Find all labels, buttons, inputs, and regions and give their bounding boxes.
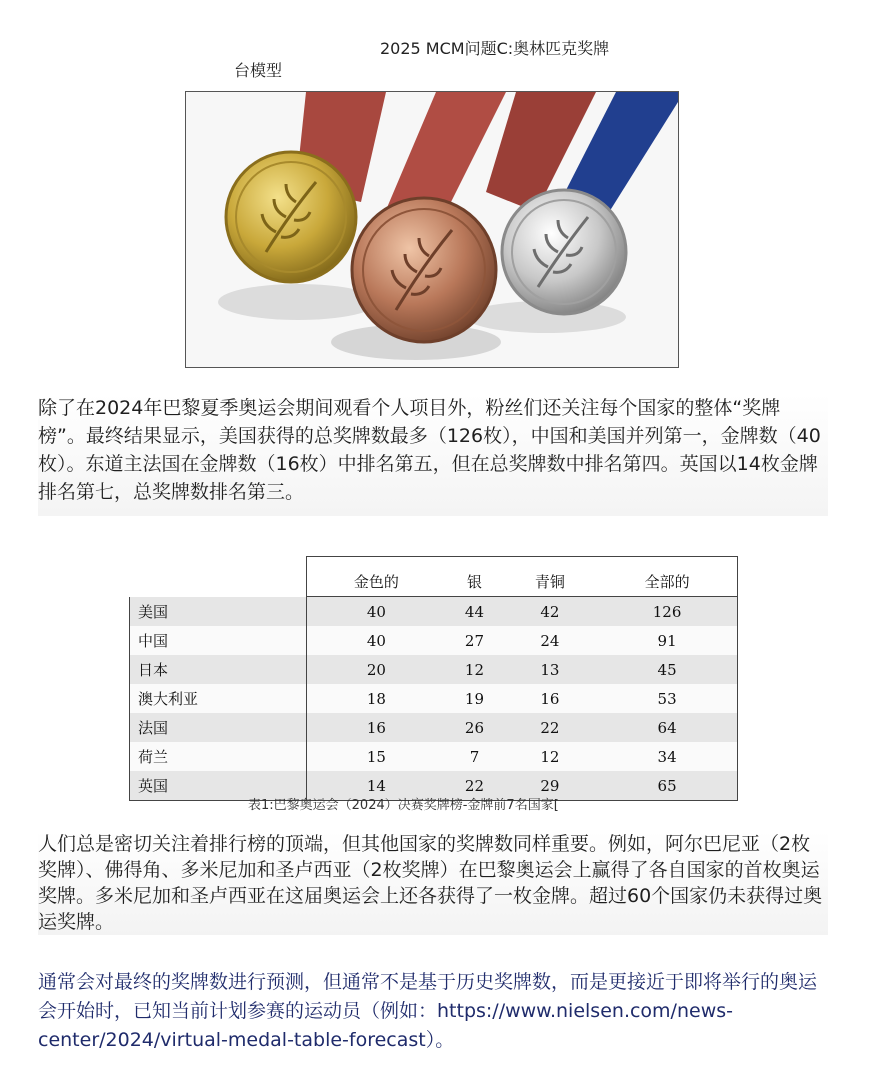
bronze-cell: 22	[503, 713, 598, 742]
silver-cell: 27	[446, 626, 502, 655]
country-cell: 美国	[130, 597, 307, 627]
total-cell: 65	[597, 771, 737, 801]
table-row	[130, 684, 738, 713]
bronze-cell: 29	[503, 771, 598, 801]
silver-cell: 22	[446, 771, 502, 801]
total-cell: 126	[597, 597, 737, 627]
silver-cell: 44	[446, 597, 502, 627]
bronze-cell: 42	[503, 597, 598, 627]
table-header-row	[130, 557, 738, 597]
country-cell: 中国	[130, 626, 307, 655]
gold-cell: 15	[306, 742, 446, 771]
gold-cell: 18	[306, 684, 446, 713]
silver-cell: 19	[446, 684, 502, 713]
gold-cell: 16	[306, 713, 446, 742]
total-cell: 34	[597, 742, 737, 771]
country-cell: 日本	[130, 655, 307, 684]
medals-photo-icon	[186, 92, 678, 367]
bronze-cell: 12	[503, 742, 598, 771]
medal-table	[129, 556, 738, 801]
header-gold: 金色的	[306, 557, 446, 597]
gold-cell: 20	[306, 655, 446, 684]
table-row	[130, 742, 738, 771]
country-cell: 澳大利亚	[130, 684, 307, 713]
country-cell: 法国	[130, 713, 307, 742]
total-cell: 45	[597, 655, 737, 684]
table-row	[130, 626, 738, 655]
table-row	[130, 713, 738, 742]
document-title: 2025 MCM问题C:奥林匹克奖牌	[380, 39, 610, 58]
document-subtitle: 台模型	[234, 61, 283, 80]
medal-table-container	[129, 556, 738, 801]
gold-cell: 40	[306, 597, 446, 627]
body-paragraph: 人们总是密切关注着排行榜的顶端，但其他国家的奖牌数同样重要。例如，阿尔巴尼亚（2枚奖牌）、佛得角、多米尼加和圣卢西亚（2枚奖牌）在巴黎奥运会上赢得了各自国家的首枚奥运奖牌。多米尼加和圣卢西亚在这届奥运会上还各获得了一枚金牌。超过60个国家仍未获得过奥运奖牌。	[38, 831, 828, 935]
bronze-cell: 16	[503, 684, 598, 713]
table-row	[130, 597, 738, 627]
country-cell: 英国	[130, 771, 307, 801]
gold-cell: 14	[306, 771, 446, 801]
header-silver: 银	[446, 557, 502, 597]
gold-cell: 40	[306, 626, 446, 655]
silver-cell: 12	[446, 655, 502, 684]
forecast-paragraph: 通常会对最终的奖牌数进行预测，但通常不是基于历史奖牌数，而是更接近于即将举行的奥运会开始时，已知当前计划参赛的运动员（例如：https://www.nielsen.com/news-center/2024/virtual-medal-table-forecast）。	[38, 971, 818, 1051]
bronze-cell: 13	[503, 655, 598, 684]
medals-photo	[185, 91, 679, 368]
country-cell: 荷兰	[130, 742, 307, 771]
header-total: 全部的	[597, 557, 737, 597]
silver-cell: 7	[446, 742, 502, 771]
header-bronze: 青铜	[503, 557, 598, 597]
silver-cell: 26	[446, 713, 502, 742]
total-cell: 91	[597, 626, 737, 655]
intro-paragraph: 除了在2024年巴黎夏季奥运会期间观看个人项目外，粉丝们还关注每个国家的整体“奖牌榜”。最终结果显示，美国获得的总奖牌数最多（126枚），中国和美国并列第一，金牌数（40枚）。东道主法国在金牌数（16枚）中排名第五，但在总奖牌数中排名第四。英国以14枚金牌排名第七，总奖牌数排名第三。	[38, 394, 828, 516]
total-cell: 53	[597, 684, 737, 713]
table-row	[130, 655, 738, 684]
bronze-cell: 24	[503, 626, 598, 655]
total-cell: 64	[597, 713, 737, 742]
header-corner	[130, 557, 307, 597]
table-caption: 表1:巴黎奥运会（2024）决赛奖牌榜-金牌前7名国家[	[248, 798, 559, 813]
